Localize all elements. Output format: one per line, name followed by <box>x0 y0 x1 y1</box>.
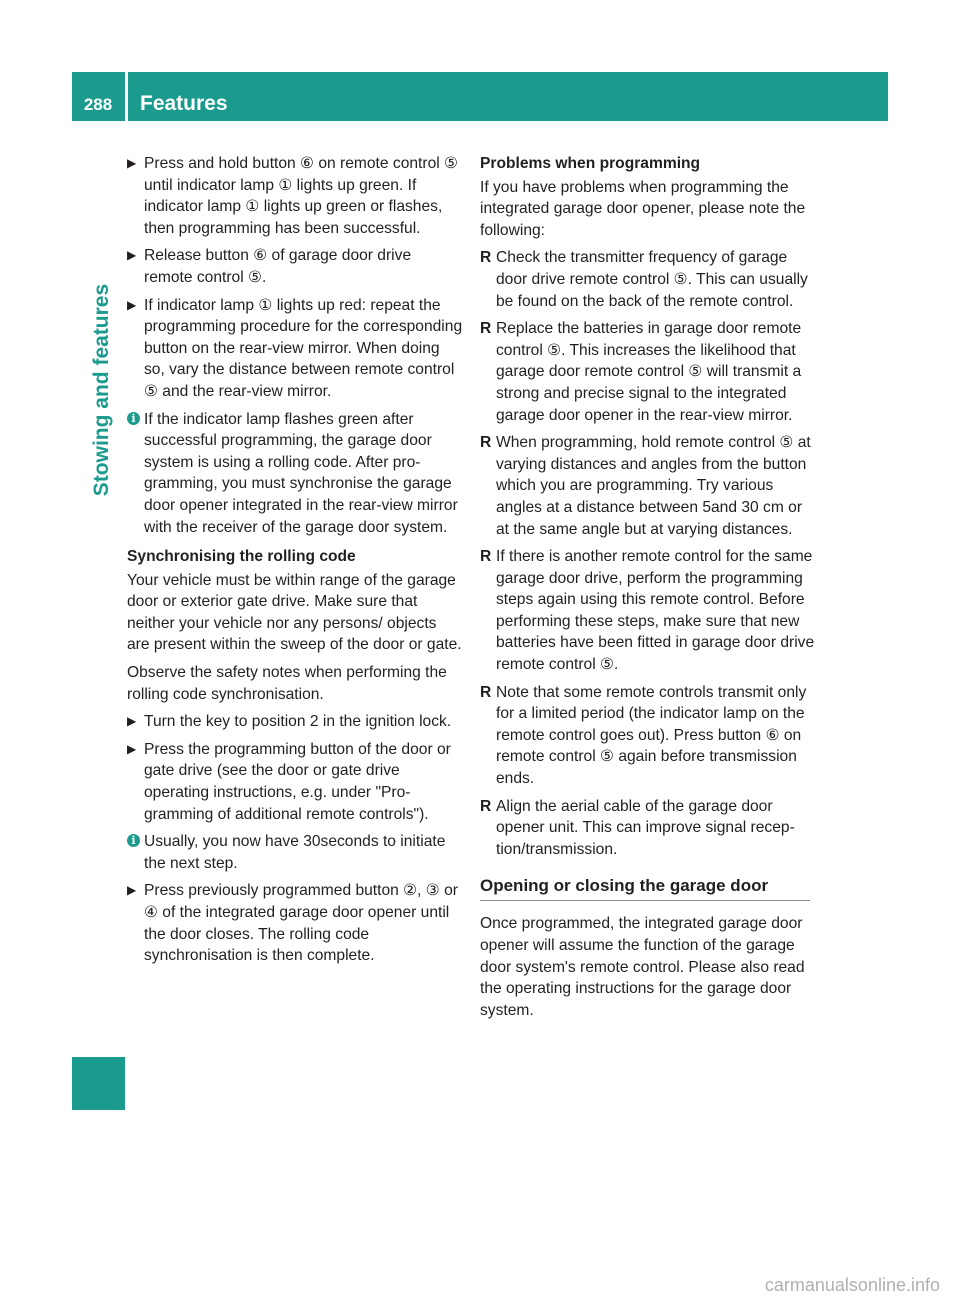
paragraph: Your vehicle must be within range of the garage door or exterior gate drive. Make sure that neither your vehicle nor any persons/ objects are present within the sweep of the door or gate. <box>127 571 462 654</box>
page-number: 288 <box>83 95 113 114</box>
bullet-icon: R <box>480 683 492 701</box>
bullet-icon: R <box>480 434 492 452</box>
bullet-item <box>480 247 816 312</box>
item-text: If the indicator lamp flashes green after successful programming, the garage door system is using a rolling code. After programming, you must synchronise the garage door opener integrated in the rear-view mirror with the receiver of the garage door system. <box>144 410 458 536</box>
item-text: Press the programming button of the door or gate drive (see the door or gate drive operating instructions, e.g. under "Programming of additional remote controls"). <box>144 740 451 823</box>
sub-heading: Synchronising the rolling code <box>127 548 356 566</box>
step-arrow-icon: ▶ <box>127 714 137 729</box>
bullet-icon: R <box>480 320 492 338</box>
item-text: Usually, you now have 30seconds to initiate the next step. <box>144 833 446 872</box>
step-arrow-icon: ▶ <box>127 741 137 756</box>
step-arrow-icon: ▶ <box>127 883 137 898</box>
paragraph: Once programmed, the integrated garage door opener will assume the function of the garage door system's remote control. Please also read the operating instructions for the garage door system. <box>480 915 805 1019</box>
right-column <box>480 153 816 1027</box>
info-note <box>127 831 463 874</box>
item-text: Replace the batteries in garage door remote control ⑤. This increases the likelihood that garage door remote control ⑤ will transmit a strong and precise signal to the integrated garage door opener in the rear-view mirror. <box>496 320 802 424</box>
page-title: Features <box>140 92 228 115</box>
item-text: Press previously programmed button ②, ③ or ④ of the integrated garage door opener until the door closes. The rolling code synchronisation is then complete. <box>144 882 458 965</box>
instruction-step <box>127 295 463 403</box>
bullet-item <box>480 796 816 861</box>
bullet-item <box>480 432 816 540</box>
bullet-icon: R <box>480 548 492 566</box>
item-text: Note that some remote controls transmit only for a limited period (the indicator lamp on the remote control goes out). Press button ⑥ on remote control ⑤ again before transmission ends. <box>496 683 807 788</box>
info-icon: i <box>127 834 140 847</box>
instruction-step <box>127 711 463 733</box>
sub-heading: Problems when programming <box>480 155 701 172</box>
bullet-item <box>480 546 816 676</box>
side-tab <box>89 170 115 610</box>
instruction-step <box>127 245 463 288</box>
step-arrow-icon: ▶ <box>127 297 137 312</box>
step-arrow-icon: ▶ <box>127 156 137 170</box>
item-text: Turn the key to position 2 in the ignition lock. <box>144 713 452 731</box>
bullet-icon: R <box>480 249 492 267</box>
item-text: When programming, hold remote control ⑤ at varying distances and angles from the button which you are programming. Try various angles at a distance between 5and 30 cm or at the same angle but at varying distances. <box>496 434 811 538</box>
side-tab-label: Stowing and features <box>90 283 113 497</box>
step-arrow-icon: ▶ <box>127 248 137 263</box>
bullet-item <box>480 682 816 790</box>
instruction-step <box>127 153 463 239</box>
item-text: If indicator lamp ① lights up red: repeat the programming procedure for the corresponding button on the rear-view mirror. When doing so, vary the distance between remote control ⑤ and the rear-view mirror. <box>144 296 463 400</box>
watermark: carmanualsonline.info <box>764 1275 940 1295</box>
left-column <box>127 153 463 973</box>
instruction-step <box>127 880 463 966</box>
item-text: Check the transmitter frequency of garage door drive remote control ⑤. This can usually be found on the back of the remote control. <box>496 249 808 310</box>
item-text: If there is another remote control for the same garage door drive, perform the programming steps again using this remote control. Before performing these steps, make sure that new batteries have been fitted in garage door drive remote control ⑤. <box>496 548 815 674</box>
info-icon: i <box>127 412 140 425</box>
bullet-icon: R <box>480 797 492 815</box>
item-text: Press and hold button ⑥ on remote control ⑤ until indicator lamp ① lights up green. If indicator lamp ① lights up green or flashes, then programming has been successful. <box>144 155 459 237</box>
side-tab-marker <box>72 1057 125 1110</box>
paragraph: Observe the safety notes when performing the rolling code synchronisation. <box>127 664 447 703</box>
section-heading: Opening or closing the garage door <box>480 874 810 901</box>
header-divider <box>125 72 128 121</box>
instruction-step <box>127 739 463 825</box>
info-note <box>127 409 463 539</box>
bullet-item <box>480 318 816 426</box>
item-text: Release button ⑥ of garage door drive remote control ⑤. <box>144 247 412 286</box>
item-text: Align the aerial cable of the garage door opener unit. This can improve signal reception/transmission. <box>496 797 795 858</box>
paragraph: If you have problems when programming the integrated garage door opener, please note the following: <box>480 178 806 239</box>
